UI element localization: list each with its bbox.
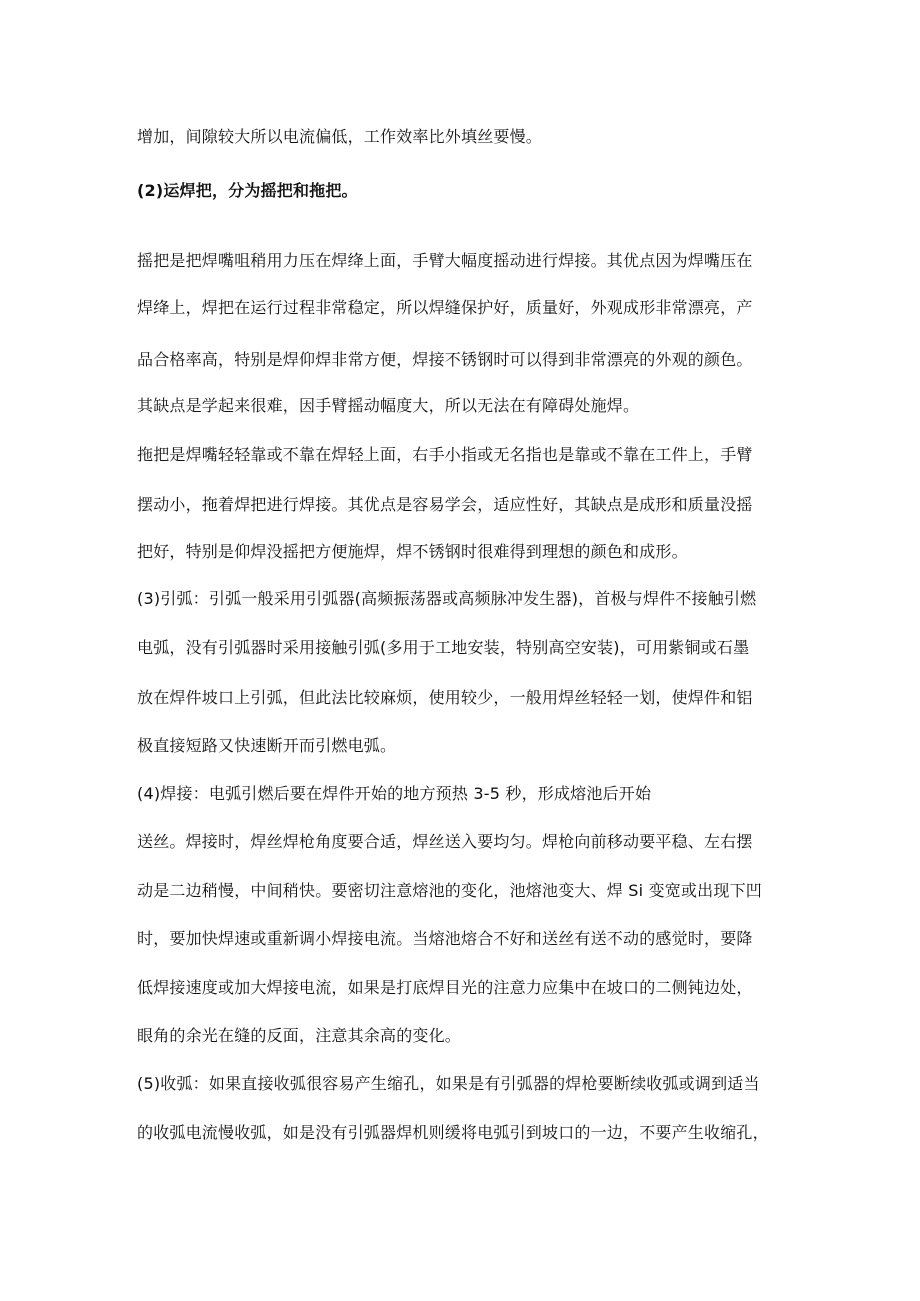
paragraph-line-6: 其缺点是学起来很难，因手臂摇动幅度大，所以无法在有障碍处施焊。	[137, 396, 640, 415]
paragraph-line-13: 极直接短路又快速断开而引燃电弧。	[137, 736, 397, 755]
paragraph-line-11: 电弧，没有引弧器时采用接触引弧(多用于工地安装，特别高空安装)，可用紫铜或石墨	[137, 638, 750, 657]
paragraph-line-9: 把好，特别是仰焊没摇把方便施焊，焊不锈钢时很难得到理想的颜色和成形。	[137, 542, 688, 561]
paragraph-line-4: 焊绛上，焊把在运行过程非常稳定，所以焊缝保护好，质量好，外观成形非常漂亮，产	[137, 298, 753, 317]
paragraph-line-19: 眼角的余光在缝的反面，注意其余高的变化。	[137, 1026, 462, 1045]
paragraph-line-1: 增加，间隙较大所以电流偏低，工作效率比外填丝要慢。	[137, 127, 543, 146]
paragraph-line-16: 动是二边稍慢，中间稍快。要密切注意熔池的变化，池熔池变大、焊 Si 变宽或出现下凹	[137, 881, 762, 900]
paragraph-line-17: 时，要加快焊速或重新调小焊接电流。当熔池熔合不好和送丝有送不动的感觉时，要降	[137, 929, 753, 948]
paragraph-line-7: 拖把是焊嘴轻轻靠或不靠在焊轻上面，右手小指或无名指也是靠或不靠在工件上，手臂	[137, 445, 753, 464]
paragraph-line-3: 摇把是把焊嘴咀稍用力压在焊绛上面，手臂大幅度摇动进行焊接。其优点因为焊嘴压在	[137, 251, 753, 270]
paragraph-line-14: (4)焊接：电弧引燃后要在焊件开始的地方预热 3-5 秒，形成熔池后开始	[137, 784, 652, 803]
paragraph-line-10: (3)引弧：引弧一般采用引弧器(高频振荡器或高频脉冲发生器)，首极与焊件不接触引燃	[137, 589, 757, 608]
paragraph-line-20: (5)收弧：如果直接收弧很容易产生缩孔，如果是有引弧器的焊枪要断续收弧或调到适当	[137, 1074, 760, 1093]
paragraph-line-18: 低焊接速度或加大焊接电流，如果是打底焊目光的注意力应集中在坡口的二侧钝边处，	[137, 978, 753, 997]
paragraph-line-12: 放在焊件坡口上引弧，但此法比较麻烦，使用较少，一般用焊丝轻轻一划，使焊件和铝	[137, 688, 753, 707]
section-heading-2: (2)运焊把，分为摇把和拖把。	[137, 181, 358, 200]
paragraph-line-5: 品合格率高，特别是焊仰焊非常方便，焊接不锈钢时可以得到非常漂亮的外观的颜色。	[137, 350, 753, 369]
paragraph-line-8: 摆动小，拖着焊把进行焊接。其优点是容易学会，适应性好，其缺点是成形和质量没摇	[137, 495, 753, 514]
paragraph-line-15: 送丝。焊接时，焊丝焊枪角度要合适，焊丝送入要均匀。焊枪向前移动要平稳、左右摆	[137, 832, 753, 851]
paragraph-line-21: 的收弧电流慢收弧，如是没有引弧器焊机则缓将电弧引到坡口的一边，不要产生收缩孔，	[137, 1123, 769, 1142]
